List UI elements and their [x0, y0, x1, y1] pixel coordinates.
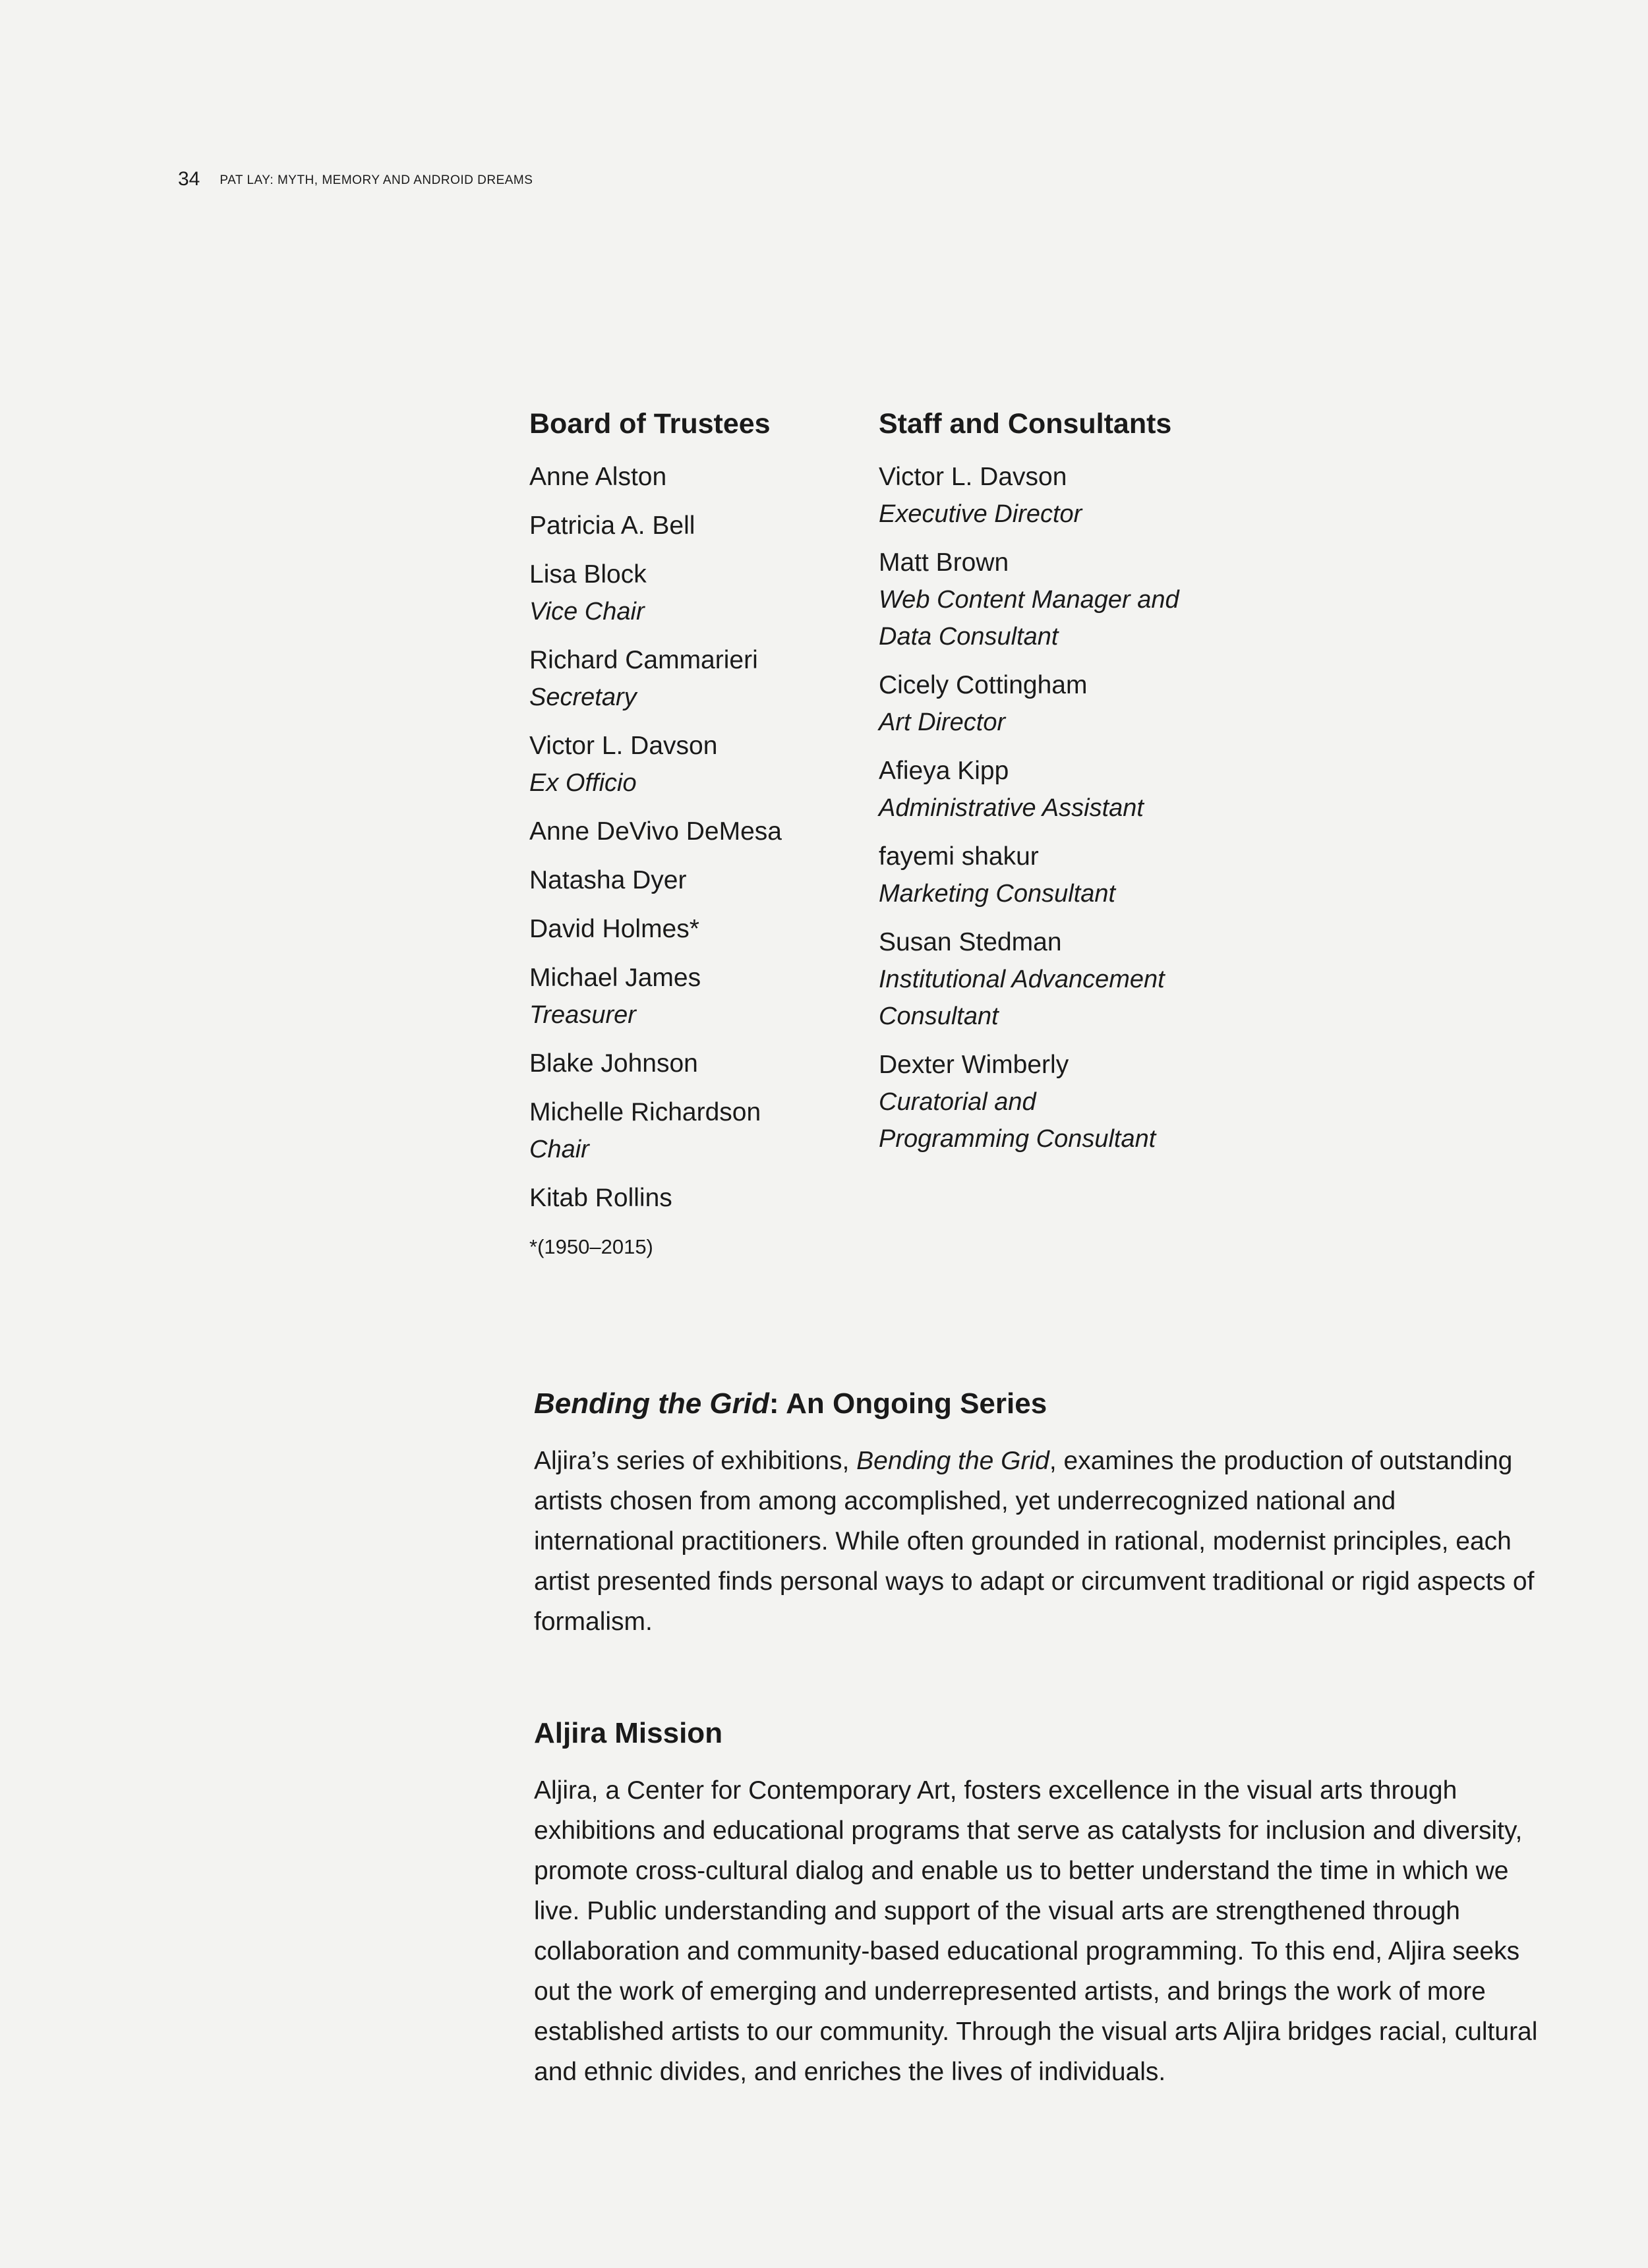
board-heading: Board of Trustees [529, 408, 771, 440]
member-name: Lisa Block [529, 560, 647, 589]
member-name: David Holmes* [529, 915, 699, 943]
bending-grid-body-start: Aljira’s series of exhibitions, [534, 1447, 857, 1475]
member-name: Michelle Richardson [529, 1098, 761, 1126]
member-name: Susan Stedman [879, 928, 1062, 956]
mission-heading: Aljira Mission [534, 1717, 723, 1749]
board-footnote: *(1950–2015) [529, 1235, 653, 1258]
member-role: Curatorial and [879, 1088, 1036, 1116]
member-name: Dexter Wimberly [879, 1051, 1069, 1079]
member-role: Ex Officio [529, 769, 637, 797]
book-title: PAT LAY: MYTH, MEMORY AND ANDROID DREAMS [220, 173, 533, 187]
bending-grid-heading-rest: : An Ongoing Series [769, 1387, 1047, 1420]
board-member [529, 861, 859, 900]
member-role: Treasurer [529, 1001, 636, 1029]
board-member [529, 556, 859, 631]
member-name: Victor L. Davson [529, 732, 718, 760]
staff-member [879, 838, 1248, 913]
bending-grid-heading-italic: Bending the Grid [534, 1387, 769, 1420]
board-member [529, 458, 859, 496]
board-member [529, 910, 859, 948]
member-name: Richard Cammarieri [529, 646, 758, 674]
member-name: Victor L. Davson [879, 463, 1067, 491]
bending-grid-heading [534, 1384, 1543, 1424]
member-role: Vice Chair [529, 598, 645, 625]
member-name: Afieya Kipp [879, 757, 1009, 785]
bending-grid-body-end: , examines the production of outstanding artists chosen from among accomplished, yet underrecognized national and international practitioners. While often grounded in rational, modernist principles, each artist presented finds personal ways to adapt or circumvent traditional or rigid aspects of formalism. [534, 1447, 1535, 1636]
bending-the-grid-section [534, 1384, 1543, 1642]
board-member [529, 813, 859, 851]
staff-heading: Staff and Consultants [879, 408, 1172, 440]
aljira-mission-section [534, 1714, 1543, 2092]
staff-consultants-column [879, 405, 1248, 1169]
member-role-continued: Programming Consultant [879, 1125, 1156, 1153]
board-member [529, 507, 859, 545]
member-role: Executive Director [879, 500, 1082, 528]
member-name: Matt Brown [879, 548, 1009, 577]
staff-member [879, 666, 1248, 741]
board-of-trustees-column [529, 405, 859, 1262]
bending-grid-body-italic: Bending the Grid [856, 1447, 1049, 1475]
member-role: Art Director [879, 709, 1006, 736]
staff-member [879, 458, 1248, 533]
board-member [529, 641, 859, 716]
member-name: Cicely Cottingham [879, 671, 1088, 699]
staff-member [879, 544, 1248, 656]
page-number: 34 [178, 168, 200, 190]
member-name: Blake Johnson [529, 1049, 698, 1078]
board-member [529, 1093, 859, 1169]
staff-member [879, 923, 1248, 1035]
bending-grid-body [534, 1441, 1543, 1642]
member-name: Anne DeVivo DeMesa [529, 817, 782, 846]
mission-body: Aljira, a Center for Contemporary Art, fosters excellence in the visual arts through exhibitions and educational programs that serve as catalysts for inclusion and diversity, promote cross-cultural dialog and enable us to better understand the time in which we live. Public understanding and support of the visual arts are strengthened through collaboration and community-based educational programming. To this end, Aljira seeks out the work of emerging and underrepresented artists, and brings the work of more established artists to our community. Through the visual arts Aljira bridges racial, cultural and ethnic divides, and enriches the lives of individuals. [534, 1776, 1538, 2086]
member-role: Web Content Manager and [879, 586, 1179, 614]
member-name: Kitab Rollins [529, 1184, 672, 1212]
member-role: Administrative Assistant [879, 794, 1144, 822]
member-name: Michael James [529, 964, 701, 992]
running-head [178, 166, 533, 194]
member-role: Institutional Advancement [879, 966, 1165, 993]
staff-member [879, 1046, 1248, 1158]
member-role-continued: Consultant [879, 1003, 999, 1030]
member-name: fayemi shakur [879, 842, 1039, 871]
staff-member [879, 752, 1248, 827]
member-name: Natasha Dyer [529, 866, 687, 894]
board-member [529, 959, 859, 1034]
member-role: Secretary [529, 683, 637, 711]
member-name: Patricia A. Bell [529, 511, 695, 540]
board-member [529, 727, 859, 802]
member-role: Marketing Consultant [879, 880, 1116, 908]
member-name: Anne Alston [529, 463, 667, 491]
board-member [529, 1179, 859, 1217]
member-role-continued: Data Consultant [879, 623, 1059, 651]
member-role: Chair [529, 1136, 589, 1163]
board-member [529, 1045, 859, 1083]
